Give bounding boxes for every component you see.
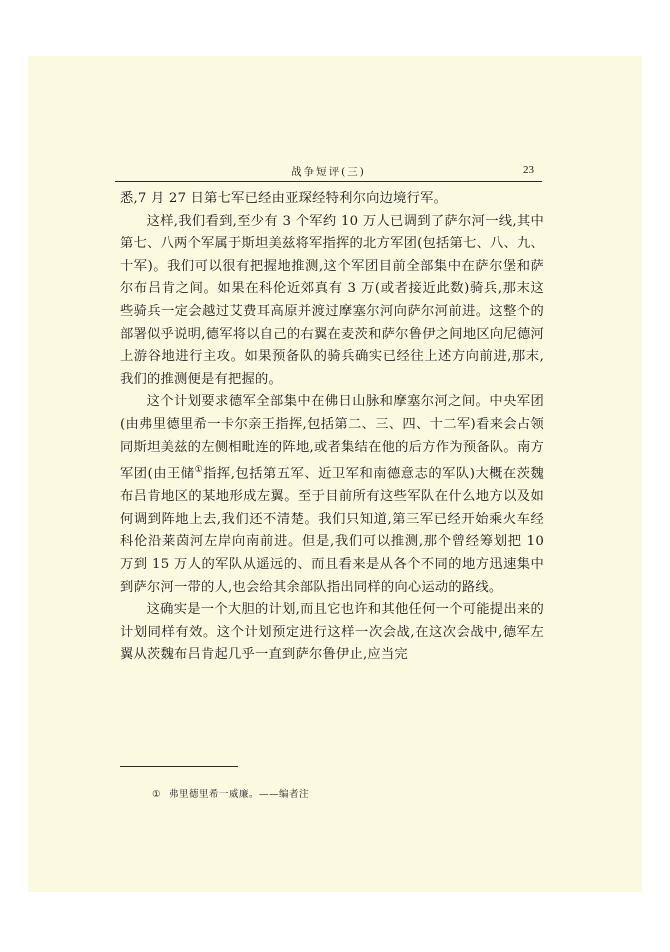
paragraph-3-part-1: 这个计划要求德军全部集中在佛日山脉和摩塞尔河之间。中央军团(由弗里德里希一卡尔亲王指挥,包括第二、三、四、十二军)看来会占领同斯坦美兹的左侧相毗连的阵地,或者集结在他的后方作为预备队。南方军团(由王储 [120,394,544,482]
paragraph-2: 这样,我们看到,至少有 3 个军约 10 万人已调到了萨尔河一线,其中第七、八两个军属于斯坦美兹将军指挥的北方军团(包括第七、八、九、十军)。我们可以很有把握地推测,这个军团目前全部集中在萨尔堡和萨尔布吕肯之间。如果在科伦近郊真有 3 万(或者接近此数)骑兵,那末这些骑兵一定会越过艾费耳高原并渡过摩塞尔河向萨尔河前进。这整个的部署似乎说明,德军将以自己的右翼在麦茨和萨尔鲁伊之间地区向尼德河上游谷地进行主攻。如果预备队的骑兵确实已经往上述方向前进,那末,我们的推测便是有把握的。 [120,213,544,387]
paragraph-3 [120,391,544,599]
footnote-text: 弗里德里希一威廉。——编者注 [169,789,310,800]
footnote-rule [120,766,238,767]
header-rule [115,181,542,182]
footnote [152,786,309,800]
footnote-reference: ① [194,465,204,476]
paragraph-4: 这确实是一个大胆的计划,而且它也许和其他任何一个可能提出来的计划同样有效。这个计划预定进行这样一次会战,在这次会战中,德军左翼从茨魏布吕肯起几乎一直到萨尔鲁伊止,应当完 [120,602,544,663]
page-number: 23 [523,164,534,176]
running-title: 战争短评(三) [291,166,366,178]
paragraph-3-part-2: 指挥,包括第五军、近卫军和南德意志的军队)大概在茨魏布吕肯地区的某地形成左翼。至于目前所有这些军队在什么地方以及如何调到阵地上去,我们还不清楚。我们只知道,第三军已经开始乘火车经科伦沿莱茵河左岸向南前进。但是,我们可以推测,那个曾经筹划把 10 万到 15 万人的军队从遥远的、而且看来是从各个不同的地方迅速集中到萨尔河一带的人,也会给其余部队指出同样的向心运动的路线。 [120,466,544,595]
paragraph-1: 悉,7 月 27 日第七军已经由亚琛经特利尔向边境行军。 [120,191,448,206]
footnote-marker: ① [152,789,162,800]
body-text [120,188,544,667]
